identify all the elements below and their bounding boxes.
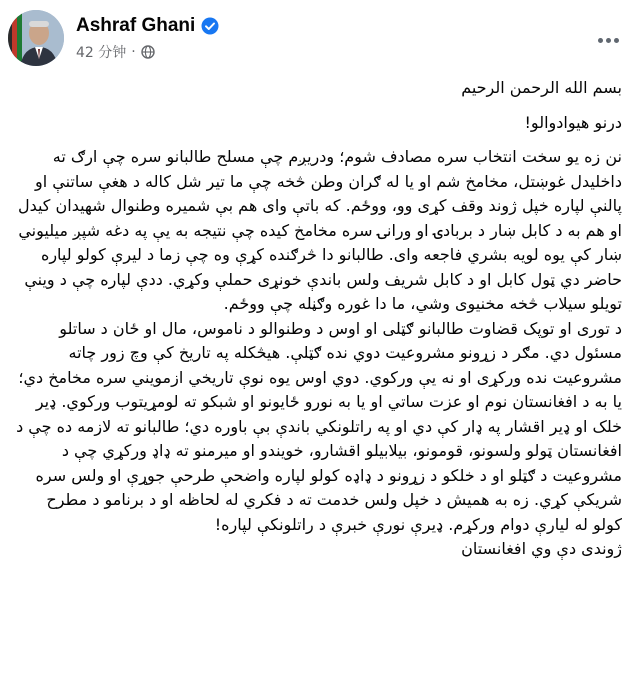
more-dot: [598, 38, 603, 43]
more-options-icon[interactable]: [592, 28, 624, 52]
meta-separator: ·: [131, 44, 136, 60]
post-header: [8, 8, 628, 68]
more-dot: [606, 38, 611, 43]
post-greeting: درنو هیوادوالو!: [524, 112, 622, 132]
post-meta: [76, 42, 155, 62]
post-paragraph: د توری او توپک قضاوت طالبانو ګټلی او اوس د وطنوالو د ناموس، مال او ځان د ساتلو مسئول دي. مګر د زړونو مشروعیت دوي نده ګټلې. هیڅکله په تاریخ کې وچ زور چاته مشروعیت نده ورکړی او نه یې ورکوي. دوي اوس یوه نوې تاریخي ازمویني سره مخامخ دي؛ یا به د افغانستان نوم او عزت ساتي او یا به نورو ځایونو او شبکو ته لومړیتوب ورکوي. ډیر خلک او ډیر اقشار په ډار کې دي او په راتلونکي باندې بې باوره دي؛ طالبانو ته لازمه ده چې د افغانستان ټولو ولسونو، قومونو، بیلابیلو اقشارو، خویندو او میرمنو ته ډاډ ورکړي چې د مشروعیت د ګټلو او د خلکو د زړونو د ډاډه کولو لپاره واضحې طرحې جوړې او ولس سره شریکې کړي. زه به همیش د خپل ولس خدمت ته د فکري له لحاظه او د برنامو د مطرح کولو له لیارې دوام ورکړم. ډیرې نورې خبرې د راتلونکې لپاره!: [16, 318, 622, 534]
post-timestamp[interactable]: 42 分钟: [76, 45, 127, 61]
avatar-portrait-icon: [8, 10, 64, 66]
post-body: [14, 76, 622, 562]
more-dot: [614, 38, 619, 43]
verified-badge-icon: [201, 17, 219, 35]
globe-icon[interactable]: [141, 45, 155, 59]
author-avatar[interactable]: [8, 10, 64, 66]
author-line: [76, 14, 219, 38]
post-opening-line: بسم الله الرحمن الرحيم: [461, 78, 622, 97]
post-paragraph: نن زه یو سخت انتخاب سره مصادف شوم؛ ودریږم چې مسلح طالبانو سره چې ارګ ته داخلیدل غوښتل، مخامخ شم او یا له ګران وطن څخه چې ما تیر شل کاله د هغې ساتنې او پالنې لپاره خپل ژوند وقف کړی وو، ووځم. که باتې وای هم بې شمیره وطنوال شهیدان کیدل او هم به د کابل ښار د بربادۍ او ورانۍ سره مخامخ کیده چې نتیجه به یې په دغه شپږ میلیوني ښار کې یوه لویه بشري فاجعه وای. طالبانو دا څرګنده کړې وه چې زما د لیرې کولو لپاره حاضر دي ټول کابل او د کابل شریف ولس باندې خونړی حملې وکړي. ددې لپاره چې د وینې تویلو سیلاب څخه مخنیوی وشي، ما دا غوره وګڼله چې ووځم.: [17, 147, 622, 313]
post-closing-line: ژوندی دې وي افغانستان: [461, 539, 622, 558]
author-name[interactable]: Ashraf Ghani: [76, 15, 196, 36]
